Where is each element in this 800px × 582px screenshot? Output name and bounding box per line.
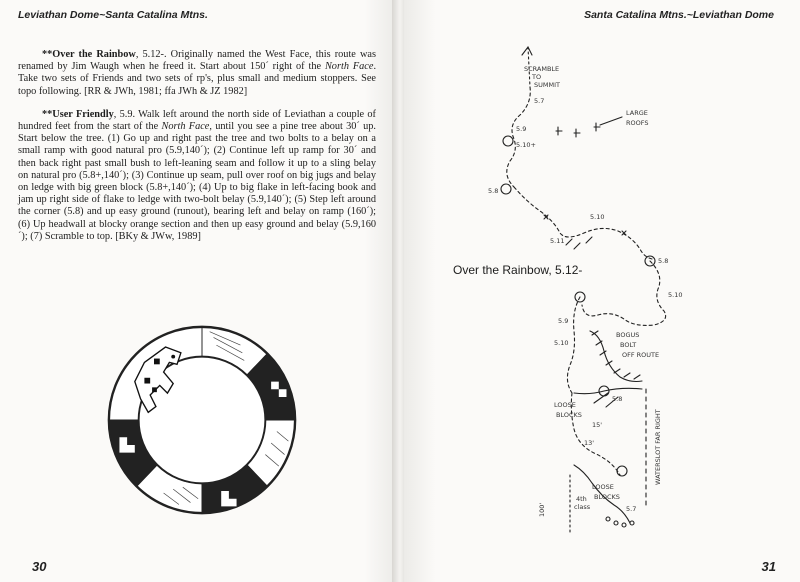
topo-label: 5.7 — [626, 505, 637, 513]
route-text: Originally named the West Face, this route was renamed by Jim Waugh when he freed it. Start about 150´ right of the — [18, 49, 376, 73]
route-text: , until you see a pine tree about 30´ up. Start below the tree. (1) Go up and right past the tree and two bolts to a belay on a small ramp with good natural pro (5.9,140´); (2) Continue left up ramp for 30´ and then back right past small bush to left-leaning seam and follow it up to a sling belay on natural pro (5.8+,140´); (3) Continue up seam, pull over roof on big jugs and belay on ledge with big green block (5.8+,140´); (4) Up to big flake in left-facing book and jam up right side of flake to ledge with two-bolt belay (5.9,140´); (5) Step left around the corner (5.8) and up easy ground (runout), bearing left and belay on ramp (160´); (6) Up headwall at blocky orange section and then up easy ground and belay (5.9,160´); (7) Scramble to top. [BKy & JWw, 1989] — [18, 121, 376, 242]
topo-label: 13' — [584, 439, 595, 447]
topo-label: ROOFS — [626, 119, 649, 127]
topo-label: 4th — [576, 495, 587, 503]
right-page — [404, 0, 800, 582]
topo-label: 5.8 — [612, 395, 623, 403]
route-name: User Friendly — [52, 108, 114, 120]
topo-label: 5.10 — [590, 213, 605, 221]
route-text: Walk left around the north side of Leviathan a couple of hundred feet from the start of the — [18, 108, 376, 133]
topo-label: SCRAMBLE — [524, 65, 560, 73]
topo-label: 100' — [538, 502, 546, 517]
route-descriptions — [18, 49, 376, 254]
topo-label: SUMMIT — [534, 81, 560, 89]
topo-label: LOOSE — [592, 483, 614, 491]
topo-label: 5.8 — [488, 187, 499, 195]
route-topo-diagram — [474, 35, 784, 545]
page-number-left: 30 — [32, 559, 47, 574]
topo-label: LOOSE — [554, 401, 576, 409]
route-marker: ** — [42, 49, 53, 60]
route-grade: , 5.12-. — [135, 49, 171, 60]
topo-label: 5.8 — [658, 257, 669, 265]
route-entry — [18, 49, 376, 98]
left-page — [0, 0, 396, 582]
page-number-right: 31 — [761, 559, 776, 574]
pottery-plate-illustration — [106, 324, 298, 516]
topo-label: 5.10 — [554, 339, 569, 347]
topo-label: BLOCKS — [556, 411, 582, 419]
route-name: Over the Rainbow — [52, 49, 136, 60]
route-entry — [18, 109, 376, 243]
running-head-right: Santa Catalina Mtns.~Leviathan Dome — [584, 9, 774, 21]
topo-title: Over the Rainbow, 5.12- — [453, 263, 583, 277]
topo-label: BLOCKS — [594, 493, 620, 501]
topo-label: 5.10+ — [516, 141, 536, 149]
topo-label: class — [574, 503, 591, 511]
route-marker: ** — [42, 108, 53, 120]
topo-label: 15' — [592, 421, 603, 429]
running-head-left: Leviathan Dome~Santa Catalina Mtns. — [18, 9, 208, 21]
topo-label: 5.9 — [516, 125, 527, 133]
route-text-italic: North Face — [324, 61, 374, 73]
topo-label: WATERSLOT FAR RIGHT — [654, 409, 662, 485]
topo-label: 5.10 — [668, 291, 683, 299]
topo-label: BOLT — [620, 341, 637, 349]
topo-label: 5.11 — [550, 237, 565, 245]
topo-label: BOGUS — [616, 331, 640, 339]
route-text: . Take two sets of Friends and two sets of rp's, plus small and medium stoppers. See topo following. [RR & JWh, 1981; ffa JWh & JZ 1982] — [18, 61, 377, 97]
route-grade: , 5.9. — [113, 108, 139, 120]
topo-label: LARGE — [626, 109, 648, 117]
topo-label: 5.9 — [558, 317, 569, 325]
topo-label: OFF ROUTE — [622, 351, 660, 359]
topo-label: TO — [532, 73, 542, 81]
route-text-italic: North Face — [161, 121, 210, 133]
topo-label: 5.7 — [534, 97, 545, 105]
summit-arrow-icon — [522, 47, 532, 55]
